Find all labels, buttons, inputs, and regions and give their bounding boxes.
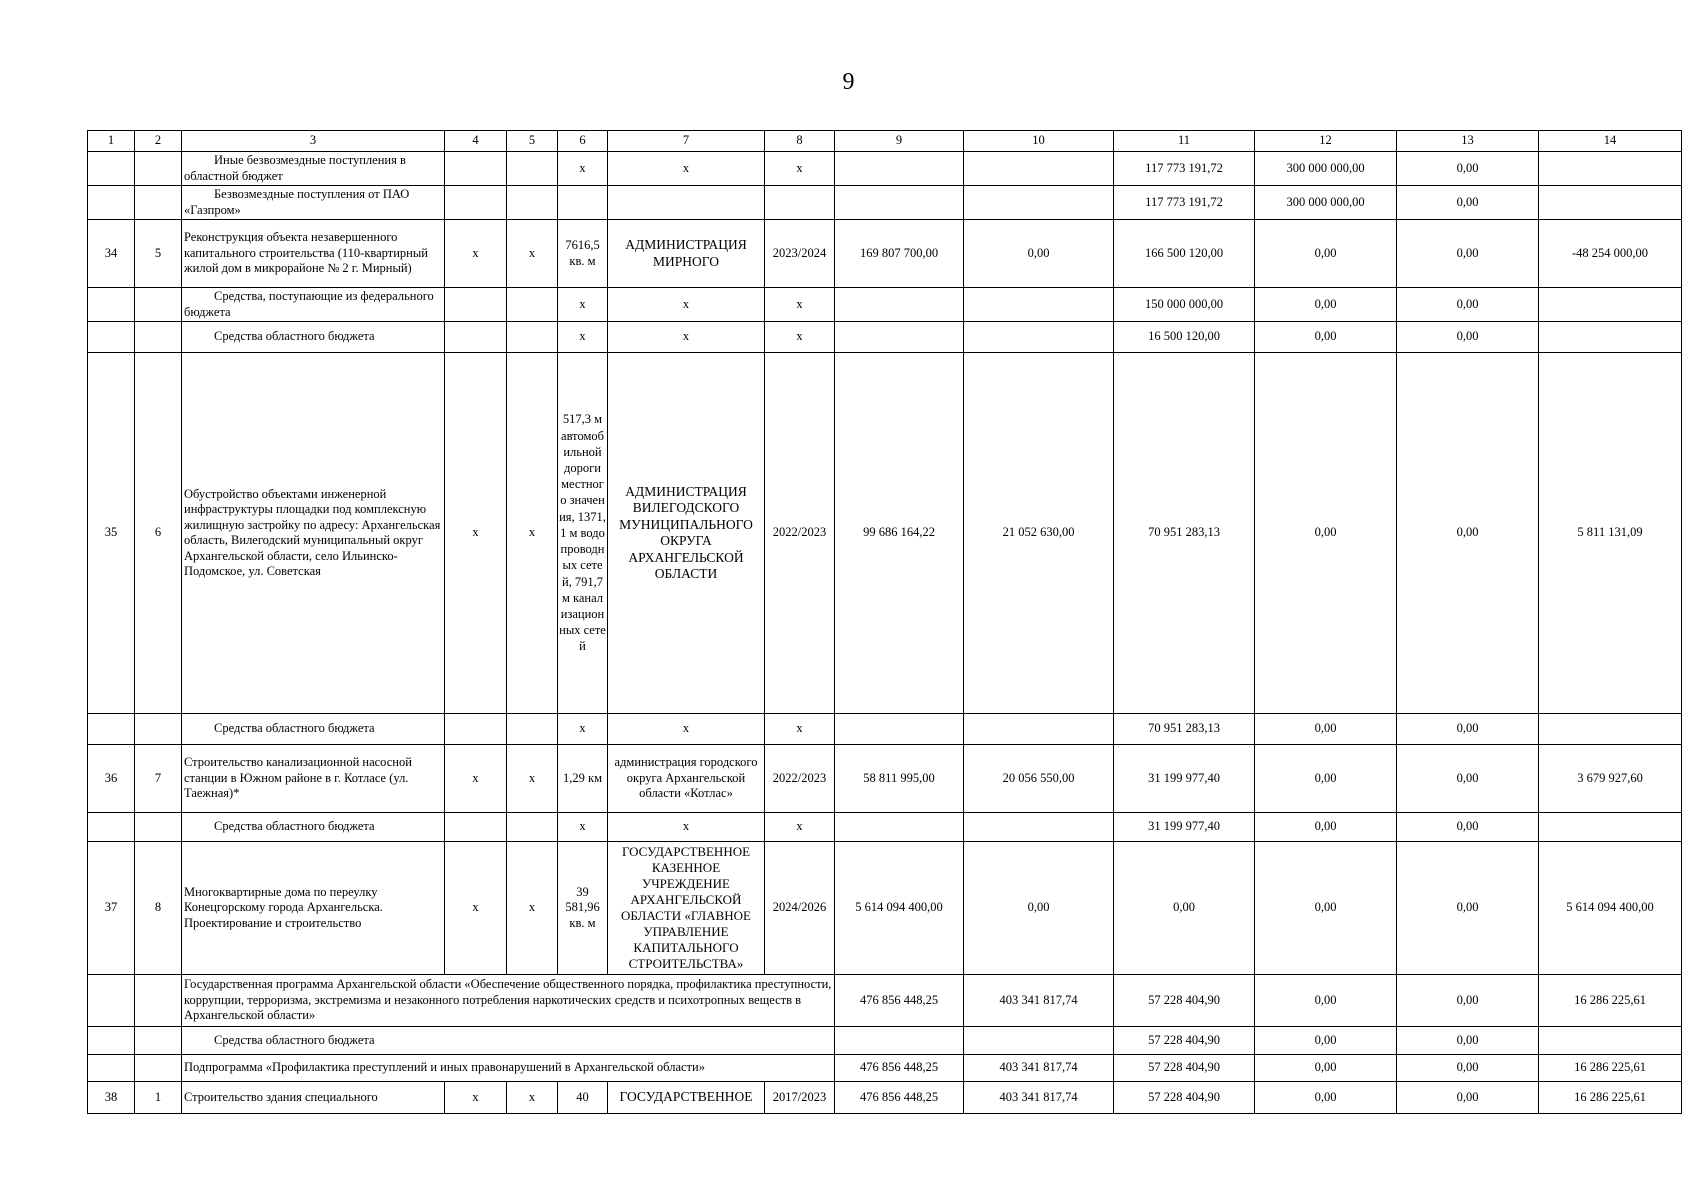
cell-c11: 57 228 404,90 [1114, 1055, 1255, 1082]
cell-c4: х [445, 220, 507, 288]
cell-no [88, 186, 135, 220]
cell-customer: х [608, 813, 765, 842]
cell-period: х [765, 813, 835, 842]
cell-period: х [765, 714, 835, 745]
cell-sub-no: 6 [135, 353, 182, 714]
cell-c9 [835, 152, 964, 186]
cell-sub-no [135, 288, 182, 322]
cell-c5 [507, 813, 558, 842]
cell-period: 2022/2023 [765, 745, 835, 813]
cell-c5: х [507, 353, 558, 714]
cell-c13: 0,00 [1397, 745, 1539, 813]
cell-name: Строительство здания специального [182, 1082, 445, 1114]
cell-no [88, 322, 135, 353]
cell-c14: 16 286 225,61 [1539, 975, 1682, 1027]
program-title: Государственная программа Архангельской области «Обеспечение общественного порядка, профилактика преступности, коррупции, терроризма, экстремизма и незаконного потребления наркотических средств и психотропных веществ в Архангельской области» [182, 975, 835, 1027]
cell-c12: 0,00 [1255, 714, 1397, 745]
cell-c4 [445, 813, 507, 842]
cell-c13: 0,00 [1397, 714, 1539, 745]
cell-no: 34 [88, 220, 135, 288]
cell-c13: 0,00 [1397, 813, 1539, 842]
investment-table [87, 130, 1682, 1114]
cell-c9 [835, 714, 964, 745]
cell-name: Обустройство объектами инженерной инфраструктуры площадки под комплексную жилищную застройку по адресу: Архангельская область, Вилегодский муниципальный округ Архангельской области, село Ильинско-Подомское, ул. Советская [182, 353, 445, 714]
cell-c12: 300 000 000,00 [1255, 186, 1397, 220]
cell-period: 2017/2023 [765, 1082, 835, 1114]
cell-period: 2024/2026 [765, 842, 835, 975]
cell-c11: 31 199 977,40 [1114, 745, 1255, 813]
cell-c12: 0,00 [1255, 1055, 1397, 1082]
cell-c11: 166 500 120,00 [1114, 220, 1255, 288]
cell-no: 35 [88, 353, 135, 714]
cell-c14: 16 286 225,61 [1539, 1055, 1682, 1082]
cell-no: 37 [88, 842, 135, 975]
cell-c13: 0,00 [1397, 288, 1539, 322]
cell-c12: 0,00 [1255, 813, 1397, 842]
header-cell: 13 [1397, 131, 1539, 152]
cell-c11: 70 951 283,13 [1114, 714, 1255, 745]
cell-c10 [964, 322, 1114, 353]
cell-capacity: х [558, 288, 608, 322]
cell-name: Средства, поступающие из федерального бюджета [182, 288, 445, 322]
table-row [88, 813, 1682, 842]
header-cell: 6 [558, 131, 608, 152]
cell-c11: 150 000 000,00 [1114, 288, 1255, 322]
cell-c9 [835, 813, 964, 842]
cell-customer: х [608, 288, 765, 322]
cell-no [88, 1055, 135, 1082]
cell-capacity: х [558, 813, 608, 842]
header-cell: 8 [765, 131, 835, 152]
cell-name: Иные безвозмездные поступления в областной бюджет [182, 152, 445, 186]
cell-c4: х [445, 842, 507, 975]
cell-c11: 0,00 [1114, 842, 1255, 975]
cell-customer: ГОСУДАРСТВЕННОЕ КАЗЕННОЕ УЧРЕЖДЕНИЕ АРХАНГЕЛЬСКОЙ ОБЛАСТИ «ГЛАВНОЕ УПРАВЛЕНИЕ КАПИТАЛЬНОГО СТРОИТЕЛЬСТВА» [608, 842, 765, 975]
cell-c10 [964, 152, 1114, 186]
cell-customer: администрация городского округа Архангельской области «Котлас» [608, 745, 765, 813]
header-cell: 9 [835, 131, 964, 152]
cell-c10 [964, 813, 1114, 842]
program-budget-row [88, 1027, 1682, 1055]
table-row [88, 1082, 1682, 1114]
cell-name: Безвозмездные поступления от ПАО «Газпром» [182, 186, 445, 220]
cell-c4 [445, 288, 507, 322]
cell-customer: х [608, 322, 765, 353]
cell-no [88, 714, 135, 745]
cell-c10: 20 056 550,00 [964, 745, 1114, 813]
cell-customer: х [608, 152, 765, 186]
cell-c5: х [507, 220, 558, 288]
cell-c14: -48 254 000,00 [1539, 220, 1682, 288]
cell-c10 [964, 288, 1114, 322]
cell-c10: 403 341 817,74 [964, 1055, 1114, 1082]
cell-c14 [1539, 152, 1682, 186]
cell-c11: 117 773 191,72 [1114, 186, 1255, 220]
cell-sub-no: 8 [135, 842, 182, 975]
cell-c14 [1539, 322, 1682, 353]
cell-c12: 0,00 [1255, 975, 1397, 1027]
header-cell: 7 [608, 131, 765, 152]
cell-c14: 5 614 094 400,00 [1539, 842, 1682, 975]
cell-sub-no [135, 975, 182, 1027]
cell-c14: 5 811 131,09 [1539, 353, 1682, 714]
program-budget-title: Средства областного бюджета [182, 1027, 835, 1055]
cell-c9: 476 856 448,25 [835, 1055, 964, 1082]
cell-c5 [507, 152, 558, 186]
cell-c10 [964, 186, 1114, 220]
cell-name: Реконструкция объекта незавершенного капитального строительства (110-квартирный жилой дом в микрорайоне № 2 г. Мирный) [182, 220, 445, 288]
cell-c14 [1539, 1027, 1682, 1055]
cell-c12: 0,00 [1255, 1027, 1397, 1055]
cell-no [88, 975, 135, 1027]
cell-c12: 0,00 [1255, 745, 1397, 813]
cell-c11: 70 951 283,13 [1114, 353, 1255, 714]
cell-c4 [445, 152, 507, 186]
cell-c4 [445, 322, 507, 353]
cell-c5: х [507, 1082, 558, 1114]
header-cell: 14 [1539, 131, 1682, 152]
cell-c13: 0,00 [1397, 353, 1539, 714]
header-cell: 11 [1114, 131, 1255, 152]
table-row [88, 714, 1682, 745]
cell-c5: х [507, 842, 558, 975]
cell-sub-no [135, 1055, 182, 1082]
cell-period: х [765, 152, 835, 186]
header-cell: 4 [445, 131, 507, 152]
header-cell: 2 [135, 131, 182, 152]
cell-c11: 57 228 404,90 [1114, 1027, 1255, 1055]
cell-c4: х [445, 1082, 507, 1114]
cell-sub-no: 1 [135, 1082, 182, 1114]
cell-c9 [835, 322, 964, 353]
cell-c9: 476 856 448,25 [835, 1082, 964, 1114]
table-row [88, 220, 1682, 288]
cell-customer: АДМИНИСТРАЦИЯ ВИЛЕГОДСКОГО МУНИЦИПАЛЬНОГО ОКРУГА АРХАНГЕЛЬСКОЙ ОБЛАСТИ [608, 353, 765, 714]
table-row [88, 322, 1682, 353]
cell-c12: 0,00 [1255, 220, 1397, 288]
cell-c10 [964, 1027, 1114, 1055]
cell-customer: х [608, 714, 765, 745]
cell-customer: АДМИНИСТРАЦИЯ МИРНОГО [608, 220, 765, 288]
cell-c9: 5 614 094 400,00 [835, 842, 964, 975]
cell-name: Строительство канализационной насосной станции в Южном районе в г. Котласе (ул. Таежная)* [182, 745, 445, 813]
cell-capacity: 39 581,96 кв. м [558, 842, 608, 975]
program-row [88, 975, 1682, 1027]
cell-c14 [1539, 813, 1682, 842]
cell-name: Средства областного бюджета [182, 322, 445, 353]
table-row [88, 152, 1682, 186]
cell-sub-no [135, 322, 182, 353]
cell-c12: 0,00 [1255, 288, 1397, 322]
cell-c11: 117 773 191,72 [1114, 152, 1255, 186]
cell-c9: 476 856 448,25 [835, 975, 964, 1027]
cell-sub-no [135, 714, 182, 745]
cell-c14 [1539, 714, 1682, 745]
cell-c5 [507, 322, 558, 353]
cell-capacity: х [558, 152, 608, 186]
cell-c4 [445, 186, 507, 220]
header-cell: 1 [88, 131, 135, 152]
subprogram-title: Подпрограмма «Профилактика преступлений и иных правонарушений в Архангельской области» [182, 1055, 835, 1082]
header-cell: 12 [1255, 131, 1397, 152]
cell-c9 [835, 1027, 964, 1055]
cell-c13: 0,00 [1397, 1027, 1539, 1055]
cell-c14 [1539, 288, 1682, 322]
cell-c10: 0,00 [964, 842, 1114, 975]
cell-c11: 31 199 977,40 [1114, 813, 1255, 842]
header-cell: 3 [182, 131, 445, 152]
cell-c9: 58 811 995,00 [835, 745, 964, 813]
cell-c13: 0,00 [1397, 1082, 1539, 1114]
cell-c10: 403 341 817,74 [964, 975, 1114, 1027]
table-row [88, 353, 1682, 714]
header-cell: 5 [507, 131, 558, 152]
cell-sub-no [135, 186, 182, 220]
cell-no [88, 813, 135, 842]
cell-name: Средства областного бюджета [182, 714, 445, 745]
cell-c5 [507, 186, 558, 220]
table-row [88, 186, 1682, 220]
cell-c12: 0,00 [1255, 353, 1397, 714]
cell-sub-no: 7 [135, 745, 182, 813]
cell-c13: 0,00 [1397, 322, 1539, 353]
cell-customer: ГОСУДАРСТВЕННОЕ [608, 1082, 765, 1114]
cell-capacity: 40 [558, 1082, 608, 1114]
table-row [88, 288, 1682, 322]
cell-c4 [445, 714, 507, 745]
cell-c14: 16 286 225,61 [1539, 1082, 1682, 1114]
cell-c14 [1539, 186, 1682, 220]
header-row [88, 131, 1682, 152]
cell-c10: 0,00 [964, 220, 1114, 288]
cell-c4: х [445, 745, 507, 813]
cell-c9: 169 807 700,00 [835, 220, 964, 288]
cell-c13: 0,00 [1397, 1055, 1539, 1082]
cell-c12: 0,00 [1255, 1082, 1397, 1114]
cell-c5 [507, 714, 558, 745]
cell-sub-no [135, 152, 182, 186]
cell-c9: 99 686 164,22 [835, 353, 964, 714]
cell-sub-no [135, 813, 182, 842]
cell-name: Средства областного бюджета [182, 813, 445, 842]
cell-capacity: 7616,5 кв. м [558, 220, 608, 288]
cell-sub-no: 5 [135, 220, 182, 288]
cell-name: Многоквартирные дома по переулку Конецгорскому города Архангельска. Проектирование и строительство [182, 842, 445, 975]
table-row [88, 842, 1682, 975]
table-row [88, 745, 1682, 813]
cell-no [88, 288, 135, 322]
cell-c14: 3 679 927,60 [1539, 745, 1682, 813]
cell-period: х [765, 288, 835, 322]
cell-capacity: 517,3 м автомобильной дороги местного значения, 1371,1 м водопроводных сетей, 791,7 м канализационных сетей [558, 353, 608, 714]
cell-c13: 0,00 [1397, 152, 1539, 186]
subprogram-row [88, 1055, 1682, 1082]
cell-c12: 0,00 [1255, 322, 1397, 353]
cell-c11: 57 228 404,90 [1114, 1082, 1255, 1114]
cell-capacity: 1,29 км [558, 745, 608, 813]
cell-c11: 16 500 120,00 [1114, 322, 1255, 353]
cell-c13: 0,00 [1397, 842, 1539, 975]
cell-period [765, 186, 835, 220]
cell-no: 36 [88, 745, 135, 813]
header-cell: 10 [964, 131, 1114, 152]
cell-c12: 0,00 [1255, 842, 1397, 975]
cell-capacity: х [558, 714, 608, 745]
cell-capacity: х [558, 322, 608, 353]
cell-period: 2022/2023 [765, 353, 835, 714]
cell-c4: х [445, 353, 507, 714]
cell-c5 [507, 288, 558, 322]
cell-c13: 0,00 [1397, 186, 1539, 220]
cell-c13: 0,00 [1397, 975, 1539, 1027]
cell-customer [608, 186, 765, 220]
cell-sub-no [135, 1027, 182, 1055]
cell-c9 [835, 186, 964, 220]
cell-c12: 300 000 000,00 [1255, 152, 1397, 186]
cell-c10: 403 341 817,74 [964, 1082, 1114, 1114]
cell-no [88, 152, 135, 186]
cell-c11: 57 228 404,90 [1114, 975, 1255, 1027]
cell-c9 [835, 288, 964, 322]
page-number: 9 [842, 69, 855, 95]
cell-no [88, 1027, 135, 1055]
cell-c10 [964, 714, 1114, 745]
cell-c5: х [507, 745, 558, 813]
cell-c10: 21 052 630,00 [964, 353, 1114, 714]
cell-period: 2023/2024 [765, 220, 835, 288]
cell-capacity [558, 186, 608, 220]
cell-period: х [765, 322, 835, 353]
cell-no: 38 [88, 1082, 135, 1114]
cell-c13: 0,00 [1397, 220, 1539, 288]
